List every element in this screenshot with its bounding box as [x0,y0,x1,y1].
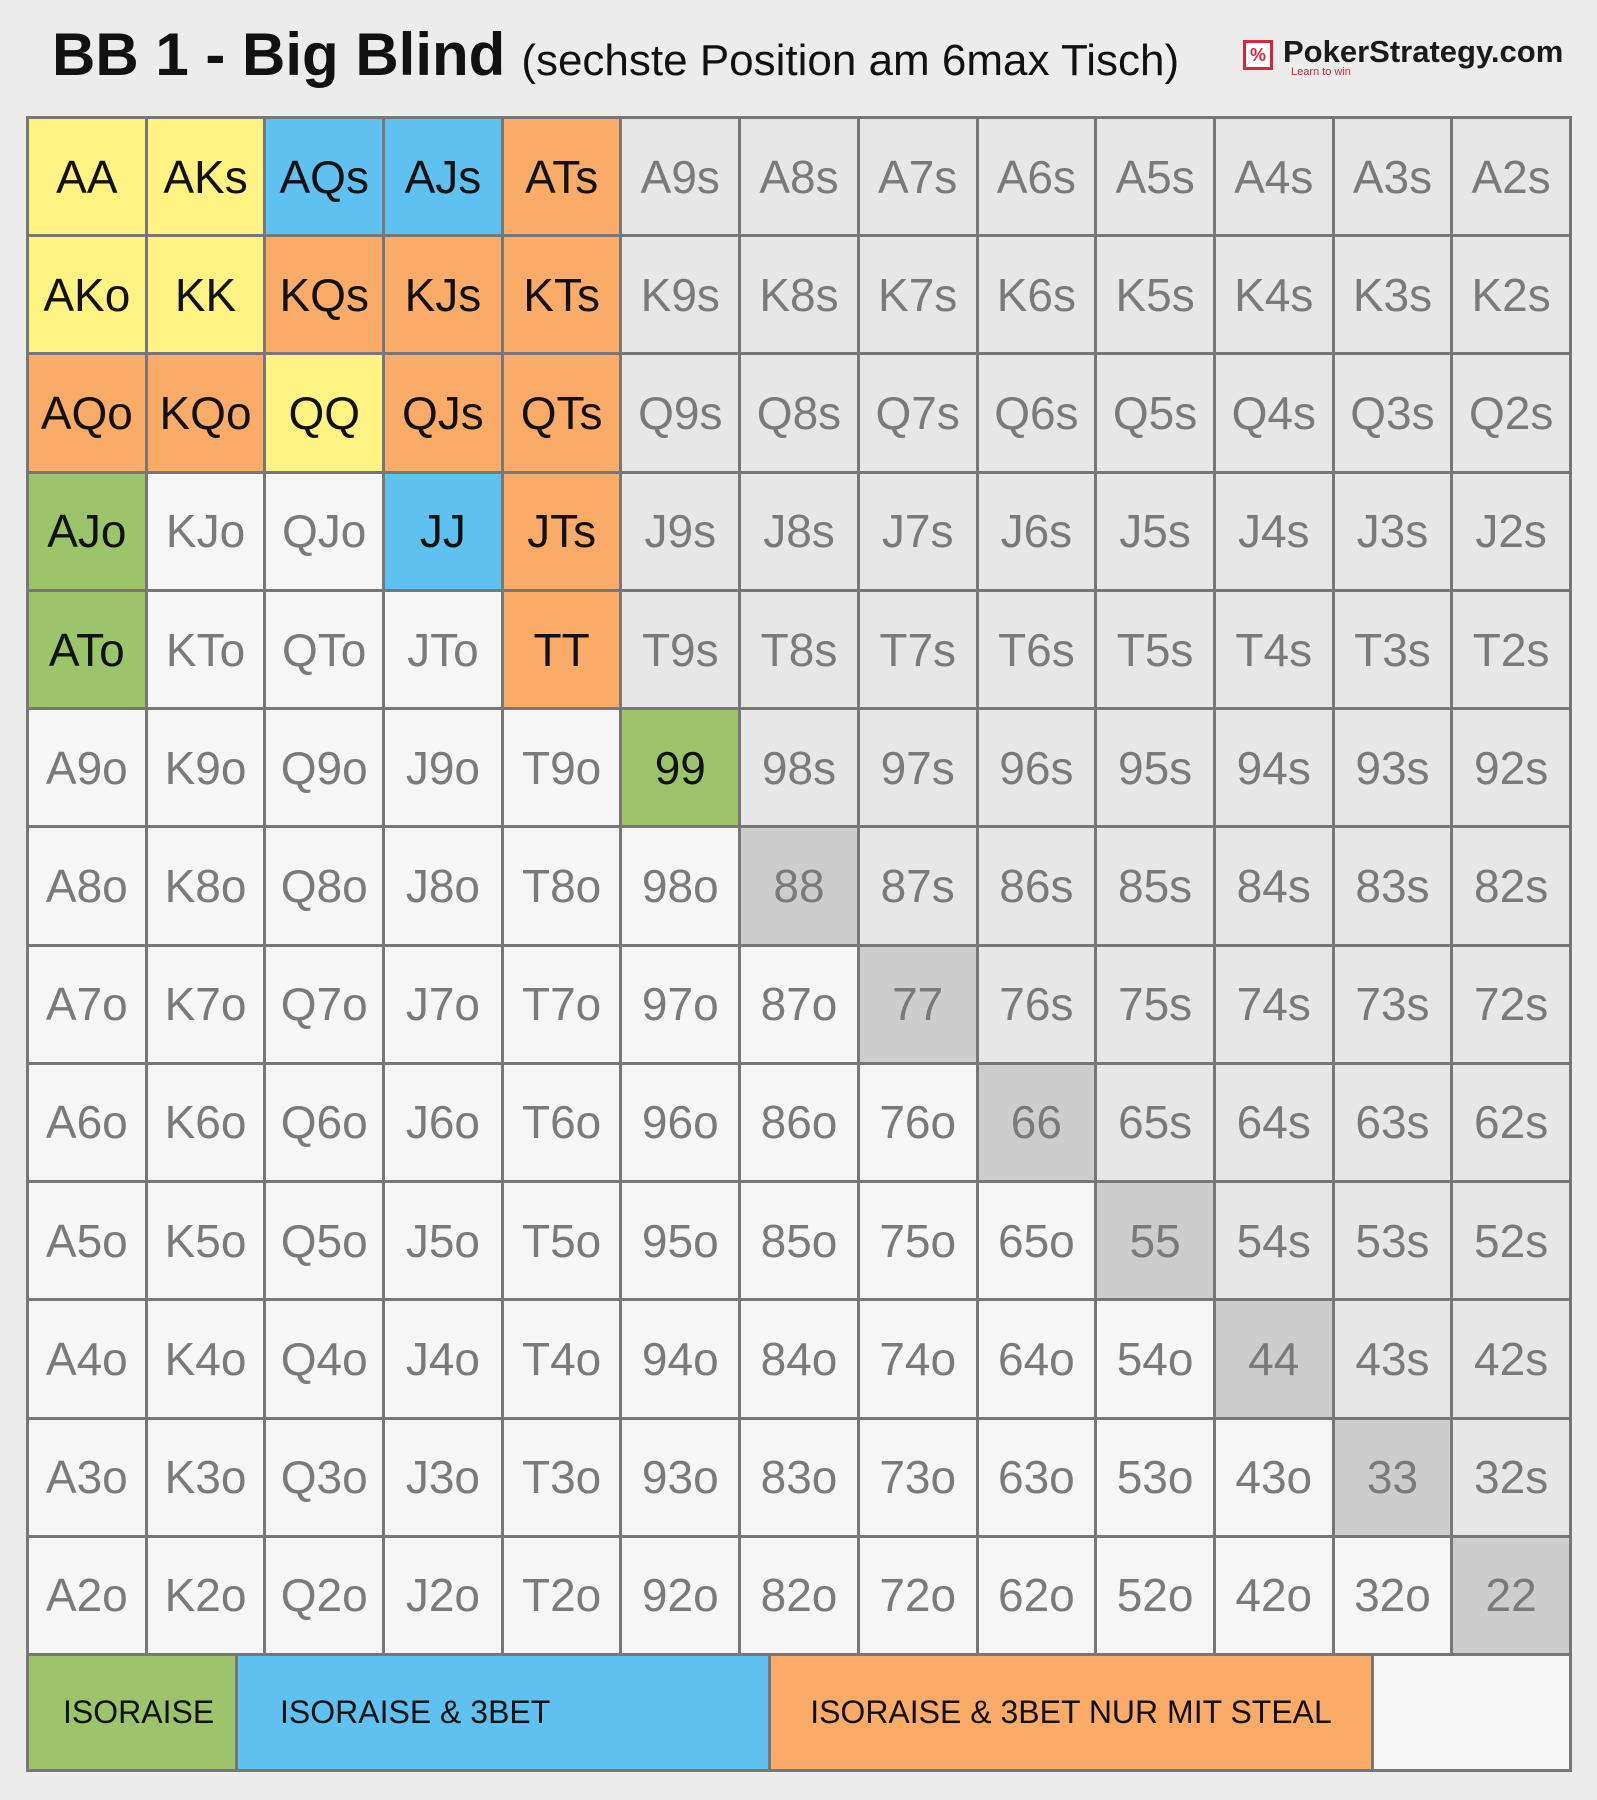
hand-cell-T5o: T5o [504,1183,620,1298]
legend-isoraise-3bet [238,1656,768,1769]
hand-cell-J4o: J4o [385,1301,501,1416]
hand-cell-84s: 84s [1216,828,1332,943]
hand-cell-Q6s: Q6s [979,355,1095,470]
legend [26,1656,1572,1772]
hand-cell-96s: 96s [979,710,1095,825]
hand-cell-55: 55 [1097,1183,1213,1298]
hand-cell-J8s: J8s [741,474,857,589]
hand-cell-AKs: AKs [148,119,264,234]
hand-cell-76o: 76o [860,1065,976,1180]
hand-cell-Q3s: Q3s [1335,355,1451,470]
hand-cell-64s: 64s [1216,1065,1332,1180]
hand-cell-76s: 76s [979,947,1095,1062]
hand-cell-K6s: K6s [979,237,1095,352]
hand-cell-JTs: JTs [504,474,620,589]
hand-cell-QQ: QQ [266,355,382,470]
hand-cell-T6s: T6s [979,592,1095,707]
legend-isoraise-3bet-steal [771,1656,1371,1769]
hand-cell-QJo: QJo [266,474,382,589]
hand-cell-Q8o: Q8o [266,828,382,943]
hand-cell-A3o: A3o [29,1420,145,1535]
hand-range-grid [26,116,1572,1656]
hand-cell-T3s: T3s [1335,592,1451,707]
chart-subtitle: (sechste Position am 6max Tisch) [521,36,1180,85]
hand-cell-J5o: J5o [385,1183,501,1298]
hand-cell-85s: 85s [1097,828,1213,943]
pokerstrategy-logo[interactable] [1243,34,1564,80]
hand-cell-54o: 54o [1097,1301,1213,1416]
hand-cell-AQo: AQo [29,355,145,470]
hand-cell-77: 77 [860,947,976,1062]
hand-cell-Q2o: Q2o [266,1538,382,1653]
hand-cell-72s: 72s [1453,947,1569,1062]
hand-cell-93o: 93o [622,1420,738,1535]
hand-cell-J9s: J9s [622,474,738,589]
hand-cell-T8o: T8o [504,828,620,943]
hand-cell-73s: 73s [1335,947,1451,1062]
hand-cell-KTs: KTs [504,237,620,352]
hand-cell-QTo: QTo [266,592,382,707]
hand-cell-J7o: J7o [385,947,501,1062]
hand-cell-ATs: ATs [504,119,620,234]
hand-cell-A9o: A9o [29,710,145,825]
hand-cell-JTo: JTo [385,592,501,707]
hand-cell-65o: 65o [979,1183,1095,1298]
hand-cell-92o: 92o [622,1538,738,1653]
hand-cell-32o: 32o [1335,1538,1451,1653]
hand-cell-52s: 52s [1453,1183,1569,1298]
hand-cell-Q7s: Q7s [860,355,976,470]
legend-label: ISORAISE [63,1694,215,1730]
hand-cell-KQs: KQs [266,237,382,352]
hand-cell-54s: 54s [1216,1183,1332,1298]
hand-cell-Q4s: Q4s [1216,355,1332,470]
hand-cell-83o: 83o [741,1420,857,1535]
hand-cell-95o: 95o [622,1183,738,1298]
hand-cell-T2o: T2o [504,1538,620,1653]
hand-cell-K3s: K3s [1335,237,1451,352]
hand-cell-ATo: ATo [29,592,145,707]
hand-cell-32s: 32s [1453,1420,1569,1535]
hand-cell-QTs: QTs [504,355,620,470]
hand-cell-85o: 85o [741,1183,857,1298]
hand-cell-A5o: A5o [29,1183,145,1298]
hand-cell-Q2s: Q2s [1453,355,1569,470]
hand-cell-K5s: K5s [1097,237,1213,352]
hand-cell-43s: 43s [1335,1301,1451,1416]
percent-logo-icon: % [1243,40,1273,70]
hand-cell-JJ: JJ [385,474,501,589]
hand-cell-J7s: J7s [860,474,976,589]
hand-cell-87o: 87o [741,947,857,1062]
hand-cell-K5o: K5o [148,1183,264,1298]
hand-cell-42s: 42s [1453,1301,1569,1416]
hand-cell-J5s: J5s [1097,474,1213,589]
hand-cell-97s: 97s [860,710,976,825]
hand-cell-75o: 75o [860,1183,976,1298]
hand-cell-Q5o: Q5o [266,1183,382,1298]
hand-cell-87s: 87s [860,828,976,943]
hand-cell-K7o: K7o [148,947,264,1062]
hand-cell-74o: 74o [860,1301,976,1416]
hand-cell-A6s: A6s [979,119,1095,234]
hand-cell-94s: 94s [1216,710,1332,825]
hand-cell-K2o: K2o [148,1538,264,1653]
hand-cell-KTo: KTo [148,592,264,707]
hand-cell-T4s: T4s [1216,592,1332,707]
hand-cell-53o: 53o [1097,1420,1213,1535]
hand-cell-A3s: A3s [1335,119,1451,234]
hand-cell-T4o: T4o [504,1301,620,1416]
hand-cell-Q6o: Q6o [266,1065,382,1180]
hand-cell-97o: 97o [622,947,738,1062]
hand-cell-86s: 86s [979,828,1095,943]
hand-cell-95s: 95s [1097,710,1213,825]
hand-cell-QJs: QJs [385,355,501,470]
hand-cell-53s: 53s [1335,1183,1451,1298]
hand-cell-A2s: A2s [1453,119,1569,234]
hand-cell-Q4o: Q4o [266,1301,382,1416]
hand-cell-K8s: K8s [741,237,857,352]
hand-cell-Q7o: Q7o [266,947,382,1062]
hand-cell-J9o: J9o [385,710,501,825]
hand-cell-KK: KK [148,237,264,352]
hand-cell-63s: 63s [1335,1065,1451,1180]
hand-cell-K2s: K2s [1453,237,1569,352]
hand-cell-J6s: J6s [979,474,1095,589]
hand-cell-82s: 82s [1453,828,1569,943]
hand-cell-88: 88 [741,828,857,943]
hand-cell-T9o: T9o [504,710,620,825]
hand-cell-A7o: A7o [29,947,145,1062]
hand-cell-99: 99 [622,710,738,825]
hand-cell-Q9s: Q9s [622,355,738,470]
legend-label: ISORAISE & 3BET [280,1694,551,1730]
hand-cell-65s: 65s [1097,1065,1213,1180]
hand-cell-44: 44 [1216,1301,1332,1416]
hand-cell-A4s: A4s [1216,119,1332,234]
hand-cell-42o: 42o [1216,1538,1332,1653]
hand-cell-Q5s: Q5s [1097,355,1213,470]
hand-cell-Q8s: Q8s [741,355,857,470]
hand-cell-K3o: K3o [148,1420,264,1535]
hand-cell-J2s: J2s [1453,474,1569,589]
hand-cell-A8s: A8s [741,119,857,234]
legend-label: ISORAISE & 3BET NUR MIT STEAL [810,1694,1332,1730]
hand-cell-52o: 52o [1097,1538,1213,1653]
hand-cell-K9o: K9o [148,710,264,825]
hand-cell-33: 33 [1335,1420,1451,1535]
hand-cell-K4s: K4s [1216,237,1332,352]
hand-cell-TT: TT [504,592,620,707]
hand-cell-A5s: A5s [1097,119,1213,234]
hand-cell-J3s: J3s [1335,474,1451,589]
hand-cell-T7o: T7o [504,947,620,1062]
logo-tagline: Learn to win [1291,66,1351,78]
hand-cell-94o: 94o [622,1301,738,1416]
hand-cell-A6o: A6o [29,1065,145,1180]
hand-cell-J4s: J4s [1216,474,1332,589]
hand-cell-93s: 93s [1335,710,1451,825]
hand-cell-72o: 72o [860,1538,976,1653]
hand-cell-J2o: J2o [385,1538,501,1653]
hand-cell-43o: 43o [1216,1420,1332,1535]
hand-cell-Q3o: Q3o [266,1420,382,1535]
hand-cell-A7s: A7s [860,119,976,234]
hand-cell-T6o: T6o [504,1065,620,1180]
hand-cell-AJs: AJs [385,119,501,234]
hand-cell-75s: 75s [1097,947,1213,1062]
hand-cell-J3o: J3o [385,1420,501,1535]
hand-cell-84o: 84o [741,1301,857,1416]
hand-cell-AKo: AKo [29,237,145,352]
hand-cell-J6o: J6o [385,1065,501,1180]
legend-empty [1374,1656,1569,1769]
hand-cell-K9s: K9s [622,237,738,352]
hand-cell-86o: 86o [741,1065,857,1180]
hand-cell-J8o: J8o [385,828,501,943]
hand-cell-82o: 82o [741,1538,857,1653]
hand-cell-A4o: A4o [29,1301,145,1416]
hand-cell-A2o: A2o [29,1538,145,1653]
hand-cell-AA: AA [29,119,145,234]
hand-cell-98s: 98s [741,710,857,825]
hand-cell-96o: 96o [622,1065,738,1180]
hand-cell-T7s: T7s [860,592,976,707]
hand-cell-T5s: T5s [1097,592,1213,707]
hand-cell-Q9o: Q9o [266,710,382,825]
hand-cell-T8s: T8s [741,592,857,707]
hand-cell-K4o: K4o [148,1301,264,1416]
hand-cell-73o: 73o [860,1420,976,1535]
legend-isoraise [29,1656,235,1769]
hand-cell-64o: 64o [979,1301,1095,1416]
hand-cell-KJo: KJo [148,474,264,589]
hand-cell-AQs: AQs [266,119,382,234]
hand-cell-63o: 63o [979,1420,1095,1535]
hand-cell-KJs: KJs [385,237,501,352]
hand-cell-A8o: A8o [29,828,145,943]
hand-cell-K6o: K6o [148,1065,264,1180]
hand-cell-98o: 98o [622,828,738,943]
hand-cell-92s: 92s [1453,710,1569,825]
hand-cell-A9s: A9s [622,119,738,234]
logo-name: PokerStrategy.com [1283,34,1564,69]
chart-title: BB 1 - Big Blind [52,21,506,88]
hand-cell-KQo: KQo [148,355,264,470]
hand-cell-T3o: T3o [504,1420,620,1535]
hand-cell-K8o: K8o [148,828,264,943]
hand-cell-66: 66 [979,1065,1095,1180]
hand-cell-62s: 62s [1453,1065,1569,1180]
hand-cell-22: 22 [1453,1538,1569,1653]
hand-cell-K7s: K7s [860,237,976,352]
hand-cell-83s: 83s [1335,828,1451,943]
hand-cell-T2s: T2s [1453,592,1569,707]
hand-cell-T9s: T9s [622,592,738,707]
hand-cell-74s: 74s [1216,947,1332,1062]
hand-cell-62o: 62o [979,1538,1095,1653]
hand-cell-AJo: AJo [29,474,145,589]
